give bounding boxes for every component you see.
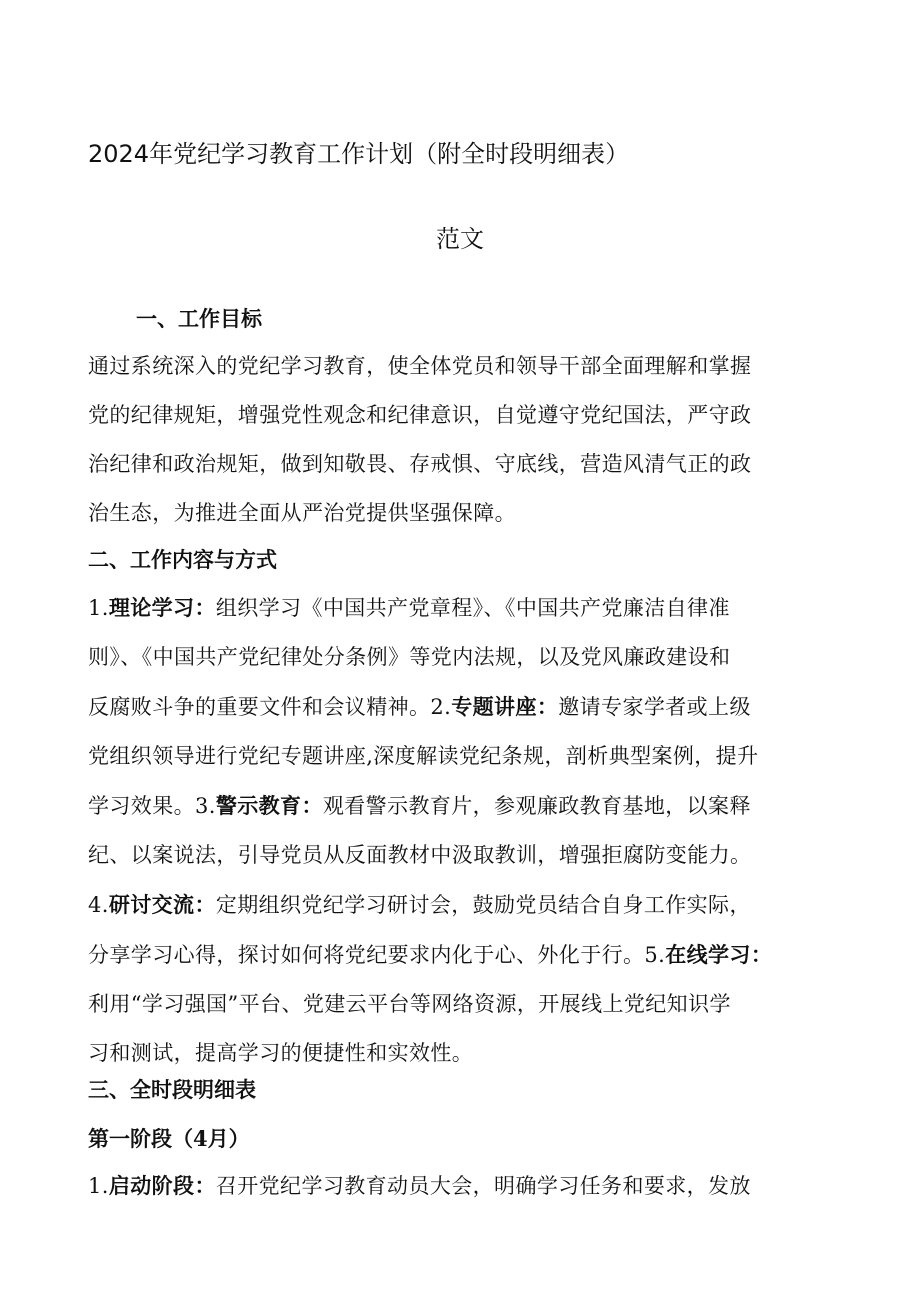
- paragraph-line: 党组织领导进行党纪专题讲座,深度解读党纪条规，剖析典型案例，提升: [88, 744, 759, 768]
- phase-heading: 第一阶段（4月）: [88, 1126, 250, 1151]
- paragraph-line: [88, 781, 828, 831]
- item-label-warning: 警示教育：: [215, 793, 323, 818]
- document-subtitle: 范文: [436, 225, 484, 253]
- item-text: 分享学习心得，探讨如何将党纪要求内化于心、外化于行。5.: [88, 943, 666, 967]
- item-text: 学习效果。3.: [88, 794, 216, 818]
- item-text: 反腐败斗争的重要文件和会议精神。2.: [88, 695, 452, 719]
- item-text: 召开党纪学习教育动员大会，明确学习任务和要求，发放: [215, 1174, 751, 1198]
- item-label-launch: 启动阶段：: [108, 1173, 216, 1198]
- item-text: 定期组织党纪学习研讨会，鼓励党员结合自身工作实际，: [215, 893, 751, 917]
- paragraph-line: 利用“学习强国”平台、党建云平台等网络资源，开展线上党纪知识学: [88, 992, 731, 1016]
- section-content-paragraph: [88, 583, 828, 1078]
- section-schedule-paragraph: [88, 1161, 828, 1211]
- paragraph-line: [88, 682, 828, 732]
- paragraph-line: 治纪律和政治规矩，做到知敬畏、存戒惧、守底线，营造风清气正的政: [88, 452, 752, 476]
- item-label-online: 在线学习：: [665, 942, 773, 967]
- document-title: 2024年党纪学习教育工作计划（附全时段明细表）: [88, 140, 630, 168]
- item-text: 邀请专家学者或上级: [558, 695, 751, 719]
- item-number: 4.: [88, 893, 109, 917]
- paragraph-line: [88, 930, 828, 980]
- paragraph-line: 纪、以案说法，引导党员从反面教材中汲取教训，增强拒腐防变能力。: [88, 843, 752, 867]
- item-label-lecture: 专题讲座：: [451, 694, 559, 719]
- section-goals-paragraph: [88, 342, 828, 538]
- paragraph-line: [88, 583, 828, 633]
- item-number: 1.: [88, 596, 109, 620]
- item-label-theory: 理论学习：: [108, 595, 216, 620]
- section-heading-schedule: 三、全时段明细表: [88, 1077, 256, 1102]
- paragraph-line: 则》、《中国共产党纪律处分条例》等党内法规，以及党风廉政建设和: [88, 645, 731, 669]
- paragraph-line: 习和测试，提高学习的便捷性和实效性。: [88, 1041, 474, 1065]
- item-text: 观看警示教育片，参观廉政教育基地，以案释: [322, 794, 751, 818]
- item-text: 组织学习《中国共产党章程》、《中国共产党廉洁自律准: [215, 596, 730, 620]
- section-heading-content: 二、工作内容与方式: [88, 547, 277, 572]
- section-heading-goals: 一、工作目标: [136, 306, 262, 331]
- paragraph-line: 治生态，为推进全面从严治党提供坚强保障。: [88, 501, 516, 525]
- item-label-discussion: 研讨交流：: [108, 892, 216, 917]
- paragraph-line: 党的纪律规矩，增强党性观念和纪律意识，自觉遵守党纪国法，严守政: [88, 403, 752, 427]
- item-number: 1.: [88, 1174, 109, 1198]
- paragraph-line: [88, 1161, 828, 1211]
- paragraph-line: 通过系统深入的党纪学习教育，使全体党员和领导干部全面理解和掌握: [88, 354, 752, 378]
- paragraph-line: [88, 880, 828, 930]
